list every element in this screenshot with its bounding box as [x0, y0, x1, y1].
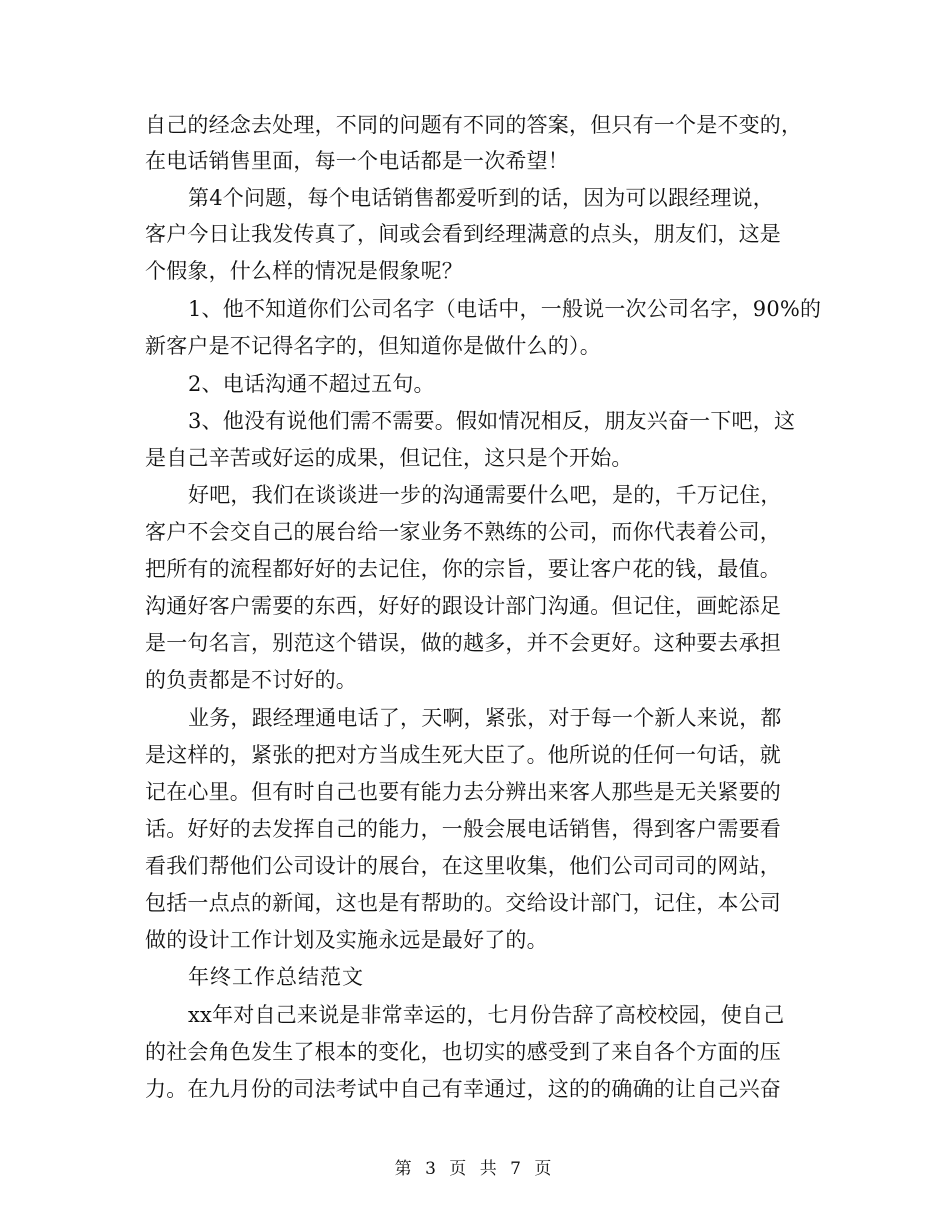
list-item-line: 2、电话沟通不超过五句。 — [188, 372, 435, 396]
paragraph-line: 记在心里。但有时自己也要有能力去分辨出来客人那些是无关紧要的 — [145, 780, 781, 804]
paragraph-line: xx年对自己来说是非常幸运的，七月份告辞了高校校园，使自己 — [188, 1003, 785, 1027]
paragraph-line: 好吧，我们在谈谈进一步的沟通需要什么吧，是的，千万记住， — [188, 483, 782, 507]
paragraph-line: 是一句名言，别范这个错误，做的越多，并不会更好。这种要去承担 — [145, 631, 781, 655]
paragraph-line: 话。好好的去发挥自己的能力，一般会展电话销售，得到客户需要看 — [145, 817, 781, 841]
paragraph-line: 的社会角色发生了根本的变化，也切实的感受到了来自各个方面的压 — [145, 1040, 781, 1064]
list-item-line: 3、他没有说他们需不需要。假如情况相反，朋友兴奋一下吧，这 — [188, 409, 796, 433]
paragraph-line: 在电话销售里面，每一个电话都是一次希望！ — [145, 149, 569, 173]
paragraph-line: 包括一点点的新闻，这也是有帮助的。交给设计部门，记住，本公司 — [145, 891, 781, 915]
paragraph-line: 客户今日让我发传真了，间或会看到经理满意的点头，朋友们，这是 — [145, 222, 781, 246]
paragraph-line: 力。在九月份的司法考试中自己有幸通过，这的的确确的让自己兴奋 — [145, 1077, 781, 1101]
paragraph-line: 第4个问题，每个电话销售都爱听到的话，因为可以跟经理说， — [188, 186, 774, 210]
paragraph-line: 业务，跟经理通电话了，天啊，紧张，对于每一个新人来说，都 — [188, 706, 782, 730]
list-item-line: 是自己辛苦或好运的成果，但记住，这只是个开始。 — [145, 446, 633, 470]
paragraph-line: 是这样的，紧张的把对方当成生死大臣了。他所说的任何一句话，就 — [145, 743, 781, 767]
paragraph-line: 把所有的流程都好好的去记住，你的宗旨，要让客户花的钱，最值。 — [145, 557, 781, 581]
paragraph-line: 做的设计工作计划及实施永远是最好了的。 — [145, 928, 548, 952]
paragraph-line: 自己的经念去处理，不同的问题有不同的答案，但只有一个是不变的， — [145, 113, 803, 137]
paragraph-line: 个假象，什么样的情况是假象呢？ — [145, 259, 463, 283]
paragraph-line: 的负责都是不讨好的。 — [145, 668, 357, 692]
paragraph-line: 客户不会交自己的展台给一家业务不熟练的公司，而你代表着公司， — [145, 520, 781, 544]
paragraph-line: 看我们帮他们公司设计的展台，在这里收集，他们公司司司的网站， — [145, 854, 781, 878]
list-item-line: 1、他不知道你们公司名字（电话中，一般说一次公司名字，90%的 — [188, 297, 822, 321]
section-heading: 年终工作总结范文 — [188, 965, 364, 989]
list-item-line: 新客户是不记得名字的，但知道你是做什么的）。 — [145, 334, 601, 358]
paragraph-line: 沟通好客户需要的东西，好好的跟设计部门沟通。但记住，画蛇添足 — [145, 594, 781, 618]
page-number-footer: 第 3 页 共 7 页 — [394, 1159, 556, 1179]
